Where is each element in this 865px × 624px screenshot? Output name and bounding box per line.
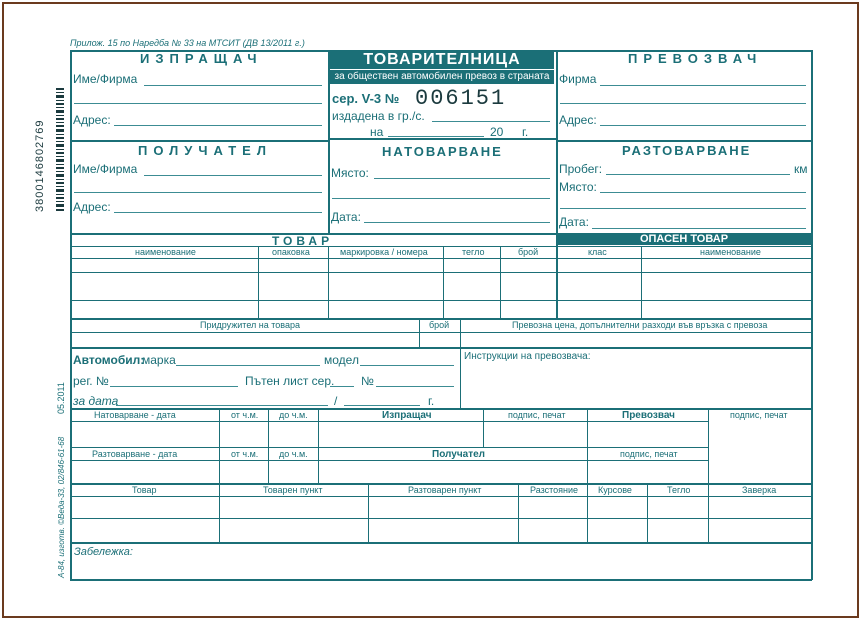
issued-year-suffix: г. bbox=[522, 125, 529, 139]
waybill-label: Пътен лист сер. bbox=[245, 374, 335, 388]
sig-sender-label: Изпращач bbox=[382, 410, 432, 421]
vehicle-make-label: марка bbox=[142, 353, 176, 367]
dangerous-col-name: наименование bbox=[700, 247, 761, 257]
unloading-place-label: Място: bbox=[559, 180, 597, 194]
sender-sign-stamp-label: подпис, печат bbox=[508, 410, 566, 420]
recipient-heading: ПОЛУЧАТЕЛ bbox=[138, 143, 272, 158]
loading-to-hour-label: до ч.м. bbox=[279, 410, 308, 420]
loading-heading: НАТОВАРВАНЕ bbox=[382, 144, 503, 159]
unloading-date-label: Дата: bbox=[559, 215, 589, 229]
for-date-year-suffix: г. bbox=[428, 394, 435, 408]
document-title: ТОВАРИТЕЛНИЦА bbox=[330, 51, 554, 69]
recipient-name-label: Име/Фирма bbox=[73, 162, 138, 176]
unloading-heading: РАЗТОВАРВАНЕ bbox=[622, 143, 752, 158]
form-reference: Прилож. 15 по Наредба № 33 на МТСИТ (ДВ 13/2011 г.) bbox=[70, 38, 305, 48]
issued-year-label: 20 bbox=[490, 125, 504, 139]
printer-text: А-84, изготв. ©Веда-33, 02/846-61-68 bbox=[57, 436, 66, 578]
loading-from-hour-label: от ч.м. bbox=[231, 410, 259, 420]
sender-heading: ИЗПРАЩАЧ bbox=[140, 51, 263, 66]
for-date-slash: / bbox=[334, 394, 338, 408]
mileage-unit: км bbox=[794, 162, 808, 176]
loading-place-label: Място: bbox=[331, 166, 369, 180]
transit-col-certification: Заверка bbox=[742, 485, 777, 495]
vehicle-label: Автомобил: bbox=[73, 353, 145, 367]
series-label: сер. V-3 № bbox=[332, 91, 400, 106]
goods-col-weight: тегло bbox=[462, 247, 485, 257]
carrier-address-label: Адрес: bbox=[559, 113, 597, 127]
sig-carrier-label: Превозвач bbox=[622, 410, 675, 421]
transit-col-goods: Товар bbox=[132, 485, 157, 495]
recipient-address-label: Адрес: bbox=[73, 200, 111, 214]
transit-col-distance: Разстояние bbox=[530, 485, 579, 495]
carrier-instructions-label: Инструкции на превозвача: bbox=[464, 351, 591, 362]
waybill-no-label: № bbox=[361, 374, 374, 388]
transit-col-loading-point: Товарен пункт bbox=[263, 485, 323, 495]
carrier-heading: ПРЕВОЗВАЧ bbox=[628, 51, 763, 66]
mileage-label: Пробег: bbox=[559, 162, 603, 176]
transit-col-trips: Курсове bbox=[598, 485, 632, 495]
recipient-sign-stamp-label: подпис, печат bbox=[620, 449, 678, 459]
goods-col-marking: маркировка / номера bbox=[340, 247, 428, 257]
edition-text: 05.2011 bbox=[56, 382, 66, 414]
unloading-to-hour-label: до ч.м. bbox=[279, 449, 308, 459]
sender-name-label: Име/Фирма bbox=[73, 72, 138, 86]
unloading-date-sig-label: Разтоварване - дата bbox=[92, 449, 178, 459]
escort-count-label: брой bbox=[429, 320, 450, 330]
reg-label: рег. № bbox=[73, 374, 109, 388]
price-label: Превозна цена, допълнителни разходи във връзка с превоза bbox=[512, 320, 768, 330]
goods-col-name: наименование bbox=[135, 247, 196, 257]
unloading-from-hour-label: от ч.м. bbox=[231, 449, 259, 459]
issued-label: издадена в гр./с. bbox=[332, 109, 425, 123]
goods-col-package: опаковка bbox=[272, 247, 310, 257]
issued-on-label: на bbox=[370, 125, 384, 139]
goods-heading: ТОВАР bbox=[272, 234, 334, 248]
sig-recipient-label: Получател bbox=[432, 449, 486, 460]
document-subtitle: за обществен автомобилен превоз в страната bbox=[330, 70, 554, 84]
serial-number: 006151 bbox=[415, 86, 507, 111]
note-label: Забележка: bbox=[74, 546, 133, 558]
transit-col-unloading-point: Разтоварен пункт bbox=[408, 485, 482, 495]
barcode bbox=[46, 88, 66, 214]
for-date-label: за дата bbox=[73, 394, 119, 408]
dangerous-goods-heading: ОПАСЕН ТОВАР bbox=[556, 233, 812, 245]
vehicle-model-label: модел bbox=[324, 353, 359, 367]
escort-label: Придружител на товара bbox=[200, 320, 300, 330]
sender-address-label: Адрес: bbox=[73, 113, 111, 127]
carrier-firm-label: Фирма bbox=[559, 72, 597, 86]
loading-date-label: Дата: bbox=[331, 210, 361, 224]
loading-date-sig-label: Натоварване - дата bbox=[94, 410, 176, 420]
goods-col-count: брой bbox=[518, 247, 539, 257]
transit-col-weight: Тегло bbox=[667, 485, 691, 495]
carrier-sign-stamp-label: подпис, печат bbox=[730, 410, 788, 420]
dangerous-col-class: клас bbox=[588, 247, 607, 257]
barcode-digits: 3800146802769 bbox=[34, 119, 46, 212]
